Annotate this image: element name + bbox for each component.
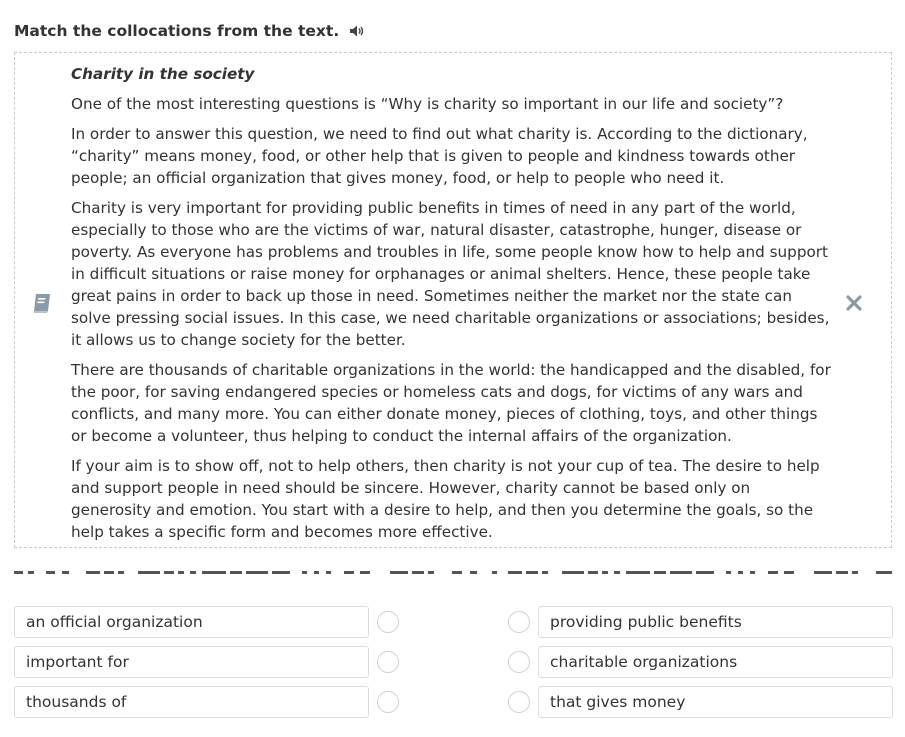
right-option-3[interactable]: that gives money	[538, 686, 893, 718]
close-x-icon[interactable]	[844, 293, 864, 313]
right-radio-2[interactable]	[508, 651, 530, 673]
right-radio-1[interactable]	[508, 611, 530, 633]
right-option-2[interactable]: charitable organizations	[538, 646, 893, 678]
left-radio-1[interactable]	[377, 611, 399, 633]
dashed-divider	[14, 570, 892, 576]
left-option-1[interactable]: an official organization	[14, 606, 369, 638]
exercise-instruction	[14, 22, 367, 40]
left-option-2[interactable]: important for	[14, 646, 369, 678]
article-paragraph: One of the most interesting questions is “Why is charity so important in our life and society”?	[71, 95, 784, 113]
left-option-3[interactable]: thousands of	[14, 686, 369, 718]
left-radio-3[interactable]	[377, 691, 399, 713]
right-radio-3[interactable]	[508, 691, 530, 713]
book-icon	[31, 291, 53, 315]
article-title: Charity in the society	[71, 65, 255, 83]
reading-text-panel	[14, 52, 892, 548]
article	[71, 63, 831, 551]
article-paragraph: If your aim is to show off, not to help others, then charity is not your cup of tea. The desire to help and support people in need should be sincere. However, charity cannot be based only on generosity and emotion. You start with a desire to help, and then you determine the goals, so the help takes a specific form and becomes more effective.	[71, 457, 820, 541]
speaker-icon[interactable]	[349, 22, 367, 40]
article-paragraph: There are thousands of charitable organizations in the world: the handicapped and the disabled, for the poor, for saving endangered species or homeless cats and dogs, for victims of any wars and conflicts, and many more. You can either donate money, pieces of clothing, toys, and other things or become a volunteer, thus helping to conduct the internal affairs of the organization.	[71, 361, 831, 445]
instruction-text: Match the collocations from the text.	[14, 22, 340, 40]
left-radio-2[interactable]	[377, 651, 399, 673]
right-option-1[interactable]: providing public benefits	[538, 606, 893, 638]
article-paragraph: Charity is very important for providing public benefits in times of need in any part of the world, especially to those who are the victims of war, natural disaster, catastrophe, hunger, disease or poverty. As everyone has problems and troubles in life, some people know how to help and support in difficult situations or raise money for orphanages or animal shelters. Hence, these people take great pains in order to back up those in need. Sometimes neither the market nor the state can solve pressing social issues. In this case, we need charitable organizations or associations; besides, it allows us to change society for the better.	[71, 199, 830, 349]
article-paragraph: In order to answer this question, we need to find out what charity is. According to the dictionary, “charity” means money, food, or other help that is given to people and kindness towards other people; an official organization that gives money, food, or help to people who need it.	[71, 125, 808, 187]
